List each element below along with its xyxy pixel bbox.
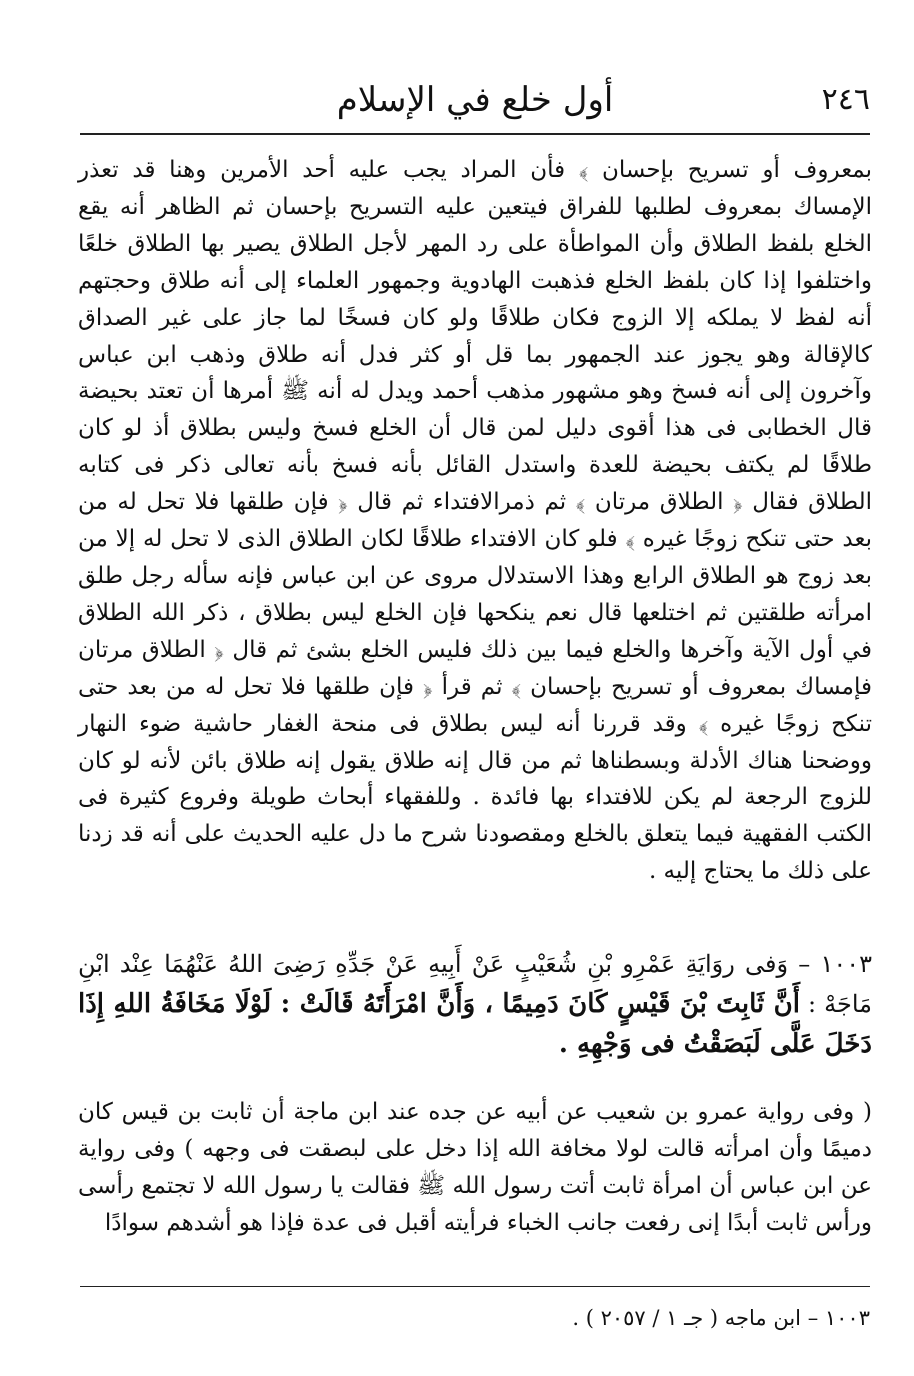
hadith-paragraph bbox=[78, 944, 872, 1064]
page-number: ٢٤٦ bbox=[821, 82, 870, 117]
explanation-paragraph: ( وفى رواية عمرو بن شعيب عن أبيه عن جده عند ابن ماجة أن ثابت بن قيس كان دميمًا وأن امرأته قالت لولا مخافة الله إذا دخل على لبصقت فى وجهه ) وفى رواية عن ابن عباس أن امرأة ثابت أتت رسول الله ﷺ فقالت يا رسول الله لا تجتمع رأسى ورأس ثابت أبدًا إنى رفعت جانب الخباء فرأيته أقبل فى عدة فإذا هو أشدهم سوادًا bbox=[78, 1099, 872, 1236]
header-divider bbox=[80, 133, 870, 135]
hadith-intro: ١٠٠٣ – وَفى روَايَةِ عَمْرِو بْنِ شُعَيْبٍ عَنْ أَبِيهِ عَنْ جَدِّهِ رَضِىَ اللهُ عَنْهُمَا عِنْد ابْنِ مَاجَهْ : bbox=[78, 950, 872, 1018]
running-title: أول خلع في الإسلام bbox=[336, 80, 614, 120]
footnote-divider bbox=[80, 1286, 870, 1287]
hadith-matn: أَنَّ ثَابِتَ بْنَ قَيْسٍ كَانَ دَمِيمًا ، وَأَنَّ امْرَأَتَهُ قَالَتْ : لَوْلَا مَخَافَةُ اللهِ إِذَا دَخَلَ عَلَّى لَبَصَقْتُ فى وَجْهِهِ . bbox=[78, 989, 872, 1059]
footnote: ١٠٠٣ – ابن ماجه ( جـ ١ / ٢٠٥٧ ) . bbox=[572, 1306, 870, 1330]
page-header bbox=[80, 78, 870, 128]
commentary-paragraph: بمعروف أو تسريح بإحسان ﴾ فأن المراد يجب عليه أحد الأمرين وهنا قد تعذر الإمساك بمعروف لطلبها للفراق فيتعين عليه التسريح بإحسان ثم الظاهر أنه يقع الخلع بلفظ الطلاق وأن المواطأة على رد المهر لأجل الطلاق يصير بها الطلاق خلعًا واختلفوا إذا كان بلفظ الخلع فذهبت الهادوية وجمهور العلماء إلى أنه طلاق وحجتهم أنه لفظ لا يملكه إلا الزوج فكان طلاقًا ولو كان فسخًا لما جاز على غير الصداق كالإقالة وهو يجوز عند الجمهور بما قل أو كثر فدل أنه طلاق وذهب ابن عباس وآخرون إلى أنه فسخ وهو مشهور مذهب أحمد ويدل له أنه ﷺ أمرها أن تعتد بحيضة قال الخطابى فى هذا أقوى دليل لمن قال أن الخلع فسخ وليس بطلاق أذ لو كان طلاقًا لم يكتف بحيضة للعدة واستدل القائل بأنه فسخ بأنه تعالى ذكر فى كتابه الطلاق فقال ﴿ الطلاق مرتان ﴾ ثم ذمرالافتداء ثم قال ﴿ فإن طلقها فلا تحل له من بعد حتى تنكح زوجًا غيره ﴾ فلو كان الافتداء طلاقًا لكان الطلاق الذى لا تحل له إلا من بعد زوج هو الطلاق الرابع وهذا الاستدلال مروى عن ابن عباس فإنه سأله رجل طلق امرأته طلقتين ثم اختلعها قال نعم ينكحها فإن الخلع ليس بطلاق ، ذكر الله الطلاق في أول الآية وآخرها والخلع فيما بين ذلك فليس الخلع بشئ ثم قال ﴿ الطلاق مرتان فإمساك بمعروف أو تسريح بإحسان ﴾ ثم قرأ ﴿ فإن طلقها فلا تحل له من بعد حتى تنكح زوجًا غيره ﴾ وقد قررنا أنه ليس بطلاق فى منحة الغفار حاشية ضوء النهار ووضحنا هناك الأدلة وبسطناها ثم من قال إنه طلاق يقول إنه طلاق بائن لأنه لو كان للزوج الرجعة لم يكن للافتداء بها فائدة . وللفقهاء أبحاث طويلة وفروع كثيرة فى الكتب الفقهية فيما يتعلق بالخلع ومقصودنا شرح ما دل عليه الحديث على أنه قد زدنا على ذلك ما يحتاج إليه . bbox=[78, 157, 872, 885]
